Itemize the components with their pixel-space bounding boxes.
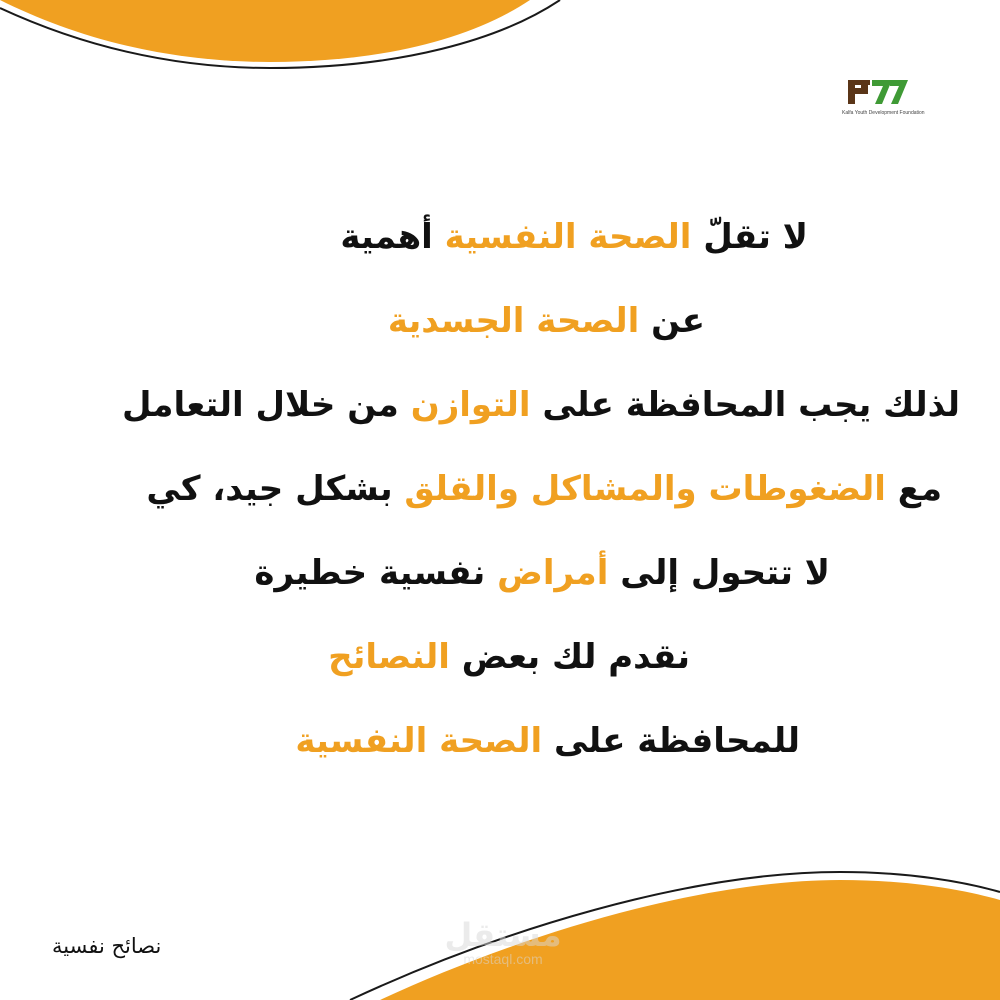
- organization-logo: [842, 74, 925, 130]
- watermark: [438, 918, 568, 966]
- message-text: لا تقلّ: [691, 217, 808, 257]
- highlighted-phrase: الضغوطات والمشاكل والقلق: [404, 469, 886, 509]
- watermark-main: مستقل: [444, 916, 562, 954]
- highlighted-phrase: الصحة الجسدية: [387, 301, 640, 341]
- highlighted-phrase: أمراض: [497, 553, 609, 593]
- highlighted-phrase: التوازن: [410, 385, 531, 425]
- message-text: نقدم لك بعض: [449, 637, 690, 677]
- organization-logo-icon: [842, 74, 912, 108]
- message-line: [295, 719, 800, 763]
- top-orange-wave: [0, 0, 530, 62]
- message-text: مع: [885, 469, 942, 509]
- message-text: لذلك يجب المحافظة على: [530, 385, 960, 425]
- highlighted-phrase: النصائح: [328, 637, 450, 677]
- message-text: للمحافظة على: [542, 721, 800, 761]
- message-line: [254, 551, 830, 595]
- message-line: [388, 299, 705, 343]
- highlighted-phrase: الصحة النفسية: [295, 721, 543, 761]
- message-text: بشكل جيد، كي: [146, 469, 405, 509]
- message-line: [146, 467, 942, 511]
- message-line: [328, 635, 690, 679]
- logo-caption: Kalfa Youth Development Foundation: [842, 110, 925, 116]
- message-text: نفسية خطيرة: [254, 553, 498, 593]
- message-text: من خلال التعامل: [122, 385, 411, 425]
- footer-label: نصائح نفسية: [52, 934, 162, 958]
- watermark-sub: mostaql.com: [463, 951, 543, 967]
- message-text: لا تتحول إلى: [608, 553, 830, 593]
- message-text: أهمية: [340, 217, 445, 257]
- message-line: [122, 383, 960, 427]
- highlighted-phrase: الصحة النفسية: [444, 217, 692, 257]
- message-text: عن: [639, 301, 705, 341]
- message-line: [340, 215, 808, 259]
